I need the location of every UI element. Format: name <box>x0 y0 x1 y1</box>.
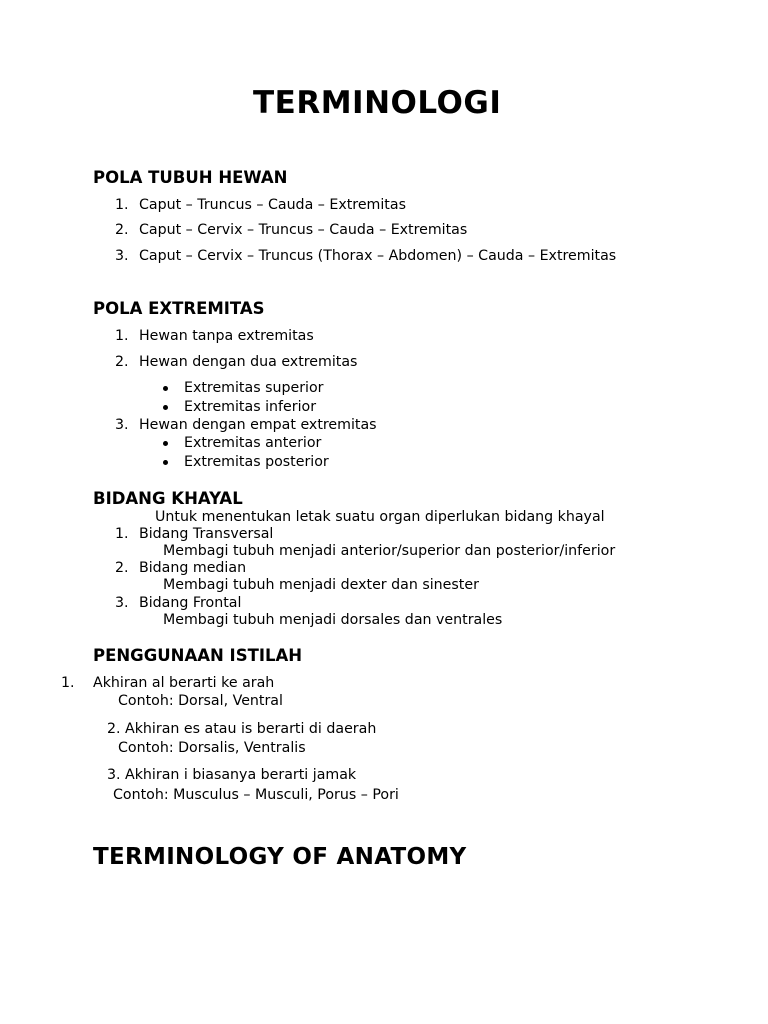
bullet-icon <box>163 460 168 465</box>
list-number: 1. <box>115 328 129 344</box>
list-number: 1. <box>115 197 129 213</box>
bullet-item: Extremitas inferior <box>184 399 317 415</box>
bullet-icon <box>163 441 168 446</box>
section-heading-terminology-of-anatomy: TERMINOLOGY OF ANATOMY <box>93 844 467 870</box>
list-number: 3. <box>115 595 129 611</box>
list-item: Akhiran es atau is berarti di daerah <box>125 721 377 737</box>
list-item-example: Contoh: Musculus – Musculi, Porus – Pori <box>113 787 399 803</box>
list-item-example: Contoh: Dorsal, Ventral <box>118 693 283 709</box>
list-number: 3. <box>115 248 129 264</box>
list-item: Bidang Frontal <box>139 595 242 611</box>
list-item-description: Membagi tubuh menjadi anterior/superior dan posterior/inferior <box>163 543 616 559</box>
bullet-item: Extremitas anterior <box>184 435 322 451</box>
list-item: Caput – Cervix – Truncus – Cauda – Extremitas <box>139 222 468 238</box>
list-item: Akhiran al berarti ke arah <box>93 675 275 691</box>
list-number: 2. <box>115 560 129 576</box>
section-heading-bidang-khayal: BIDANG KHAYAL <box>93 489 243 508</box>
list-item: Hewan dengan empat extremitas <box>139 417 377 433</box>
bullet-icon <box>163 386 168 391</box>
section-heading-penggunaan-istilah: PENGGUNAAN ISTILAH <box>93 646 303 665</box>
bullet-item: Extremitas posterior <box>184 454 329 470</box>
list-number: 2. <box>107 721 121 737</box>
section-heading-pola-tubuh-hewan: POLA TUBUH HEWAN <box>93 168 288 187</box>
list-number: 1. <box>115 526 129 542</box>
list-item: Caput – Truncus – Cauda – Extremitas <box>139 197 406 213</box>
list-number: 2. <box>115 222 129 238</box>
list-item: Hewan dengan dua extremitas <box>139 354 358 370</box>
list-item-description: Membagi tubuh menjadi dexter dan sinester <box>163 577 479 593</box>
page-title: TERMINOLOGI <box>253 85 502 121</box>
list-number: 3. <box>115 417 129 433</box>
section-heading-pola-extremitas: POLA EXTREMITAS <box>93 299 265 318</box>
list-item: Bidang median <box>139 560 247 576</box>
bullet-icon <box>163 405 168 410</box>
list-number: 1. <box>61 675 75 691</box>
list-number: 3. <box>107 767 121 783</box>
list-item: Caput – Cervix – Truncus (Thorax – Abdomen) – Cauda – Extremitas <box>139 248 617 264</box>
section-intro: Untuk menentukan letak suatu organ diperlukan bidang khayal <box>155 509 605 525</box>
list-number: 2. <box>115 354 129 370</box>
bullet-item: Extremitas superior <box>184 380 324 396</box>
list-item: Bidang Transversal <box>139 526 274 542</box>
list-item: Akhiran i biasanya berarti jamak <box>125 767 357 783</box>
list-item-description: Membagi tubuh menjadi dorsales dan ventrales <box>163 612 503 628</box>
list-item-example: Contoh: Dorsalis, Ventralis <box>118 740 306 756</box>
list-item: Hewan tanpa extremitas <box>139 328 314 344</box>
